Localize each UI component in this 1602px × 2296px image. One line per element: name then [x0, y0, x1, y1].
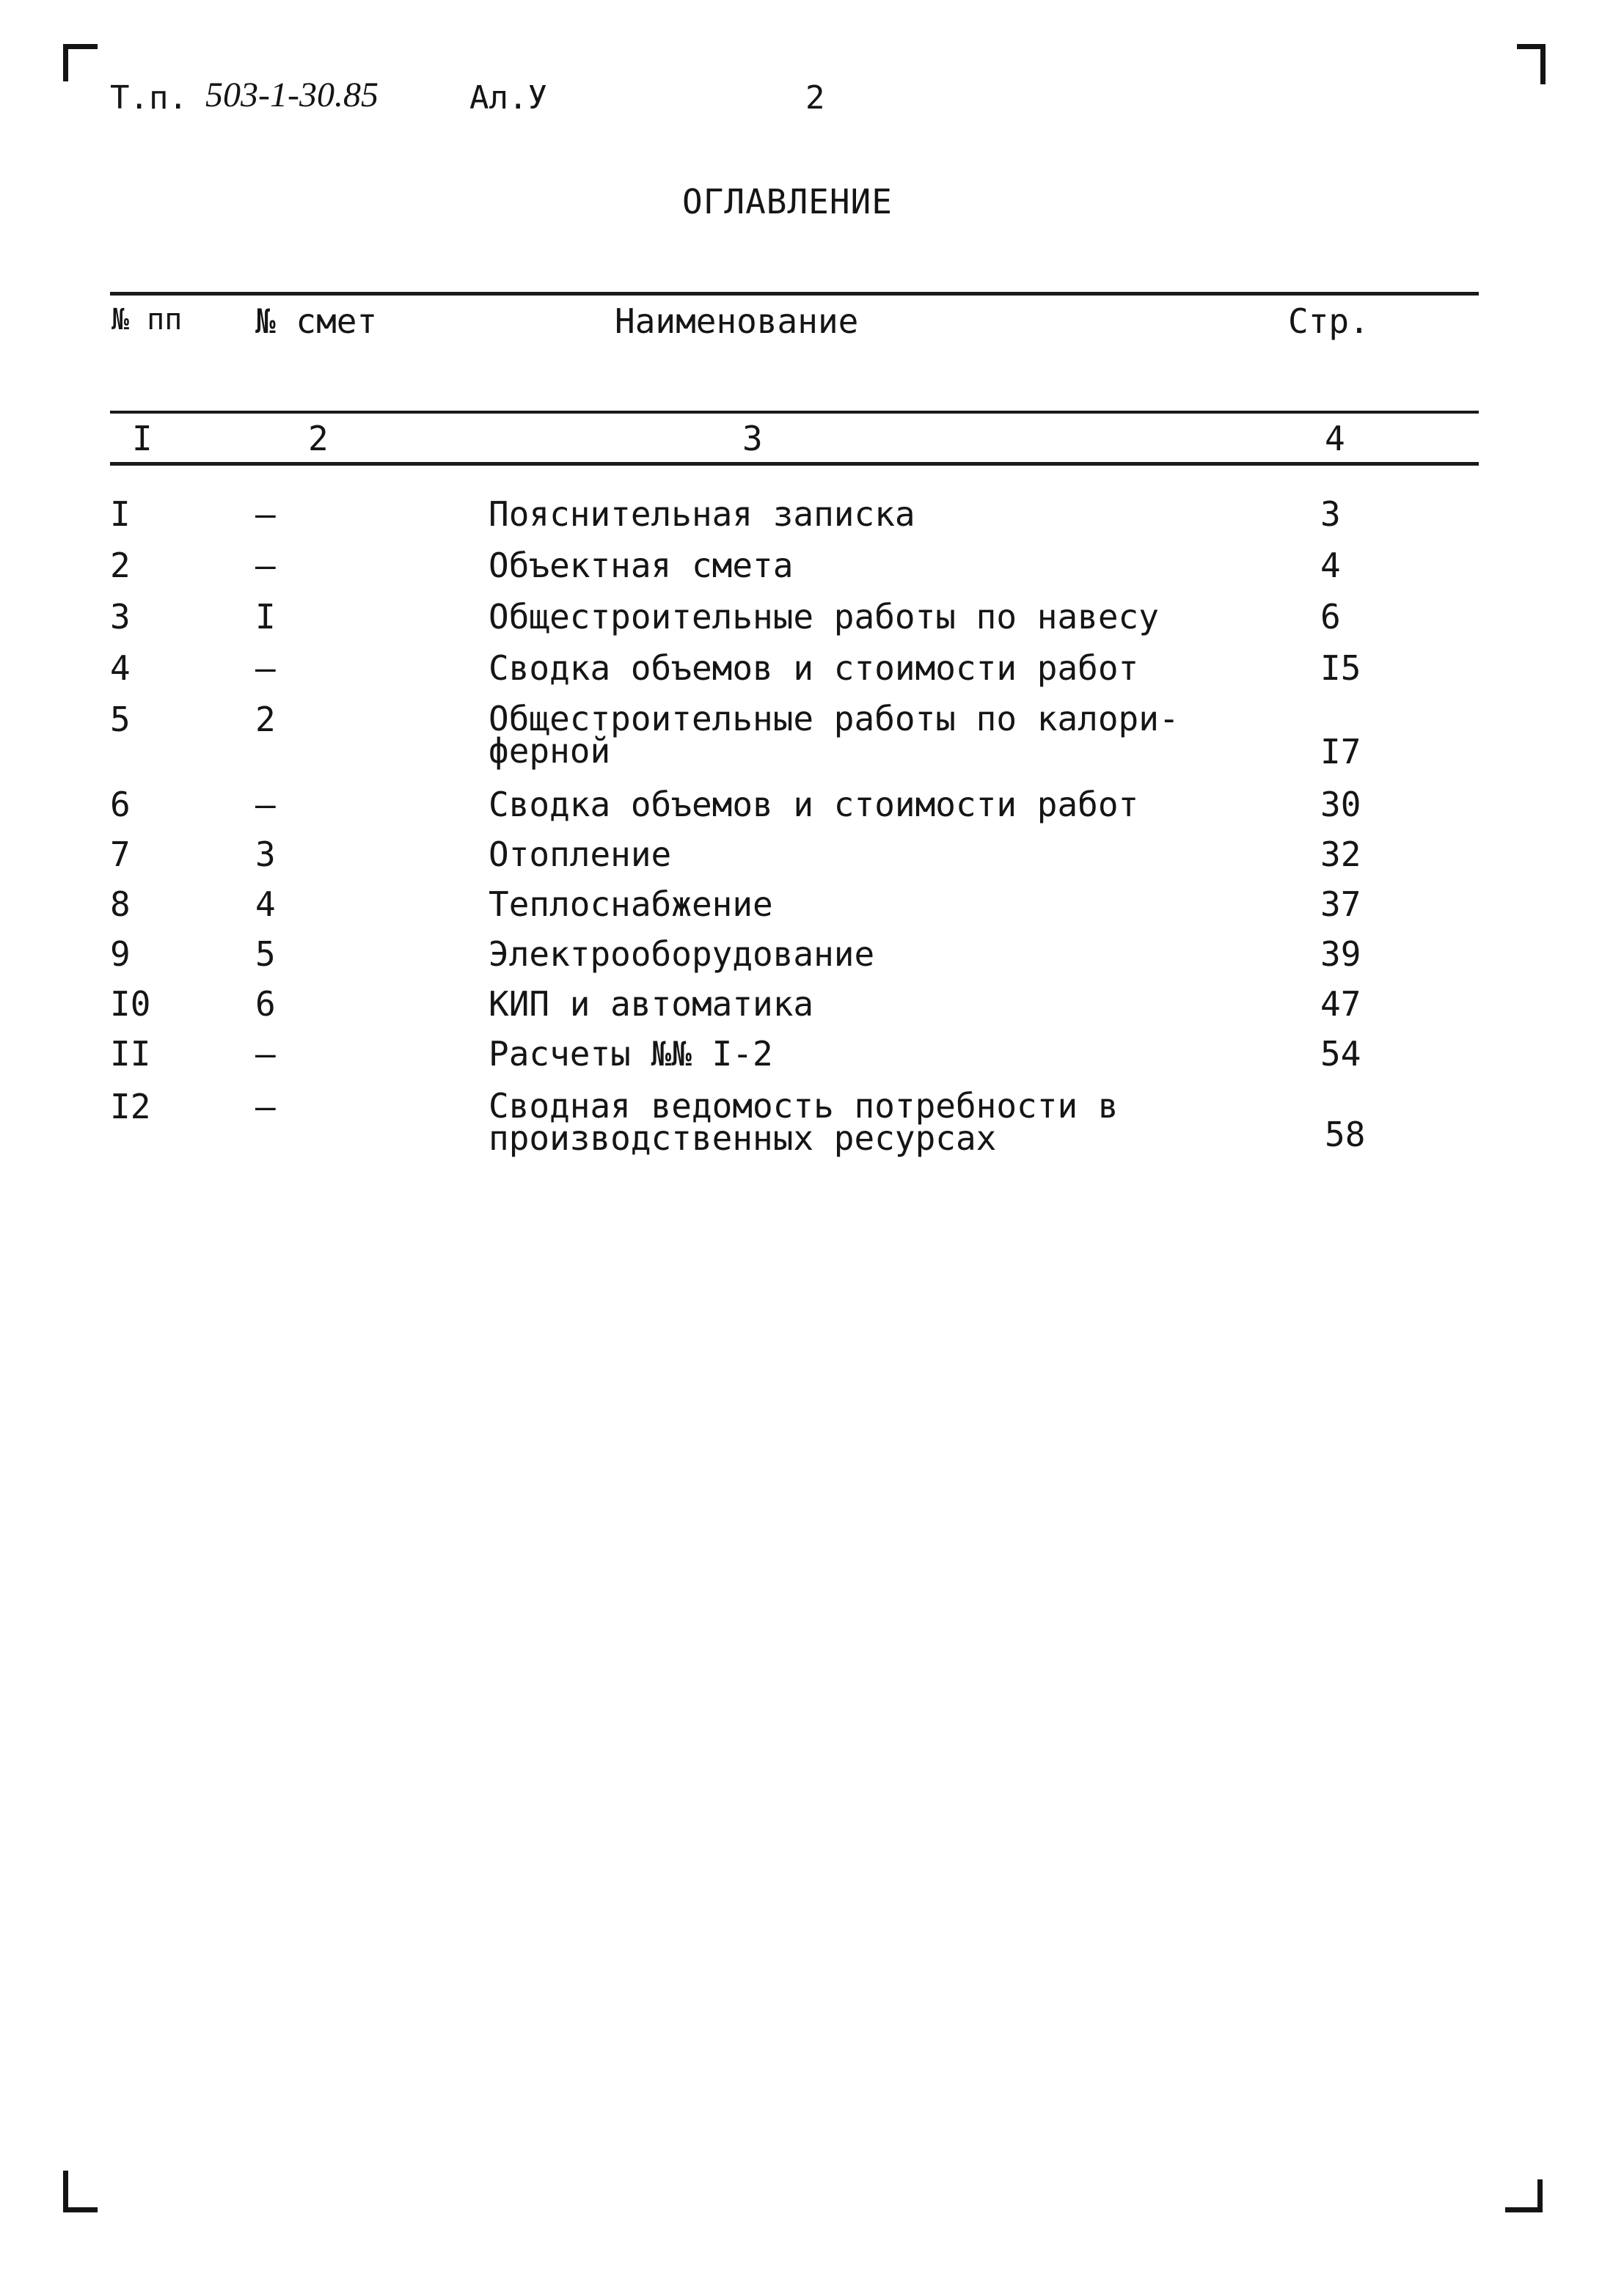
row-estimate: – — [255, 546, 276, 585]
row-name: Объектная смета — [489, 546, 794, 585]
row-page: 54 — [1320, 1034, 1361, 1074]
column-header-num: № пп — [111, 303, 183, 337]
row-estimate: – — [255, 494, 276, 534]
row-page: 30 — [1320, 785, 1361, 824]
row-num: 6 — [110, 785, 131, 824]
row-name: Пояснительная записка — [489, 494, 915, 534]
column-number-3: 3 — [742, 419, 763, 458]
column-header-page: Стр. — [1288, 301, 1369, 341]
column-number-1: I — [132, 419, 153, 458]
row-name: Расчеты №№ I-2 — [489, 1034, 773, 1074]
row-num: 9 — [110, 934, 131, 974]
row-page: 3 — [1320, 494, 1341, 534]
doc-code-prefix: Т.п. — [110, 79, 188, 117]
doc-code-number: 503-1-30.85 — [205, 76, 378, 114]
row-estimate: 6 — [255, 984, 276, 1024]
row-estimate: – — [255, 1034, 276, 1074]
row-page: I5 — [1320, 648, 1361, 688]
row-name: Сводная ведомость потребности в производственных ресурсах — [489, 1086, 1119, 1158]
row-page: 37 — [1320, 884, 1361, 924]
column-header-estimate: № смет — [255, 301, 378, 341]
row-name: Общестроительные работы по навесу — [489, 597, 1159, 637]
row-name: Сводка объемов и стоимости работ — [489, 785, 1139, 824]
row-estimate: – — [255, 648, 276, 688]
corner-mark-bottom-right — [1505, 2179, 1543, 2212]
column-number-2: 2 — [308, 419, 329, 458]
corner-mark-top-right — [1517, 44, 1546, 84]
row-estimate: 5 — [255, 934, 276, 974]
column-numbers-rule — [110, 462, 1479, 466]
column-header-name: Наименование — [615, 301, 859, 341]
row-name: КИП и автоматика — [489, 984, 814, 1024]
row-estimate: 3 — [255, 835, 276, 874]
row-estimate: 4 — [255, 884, 276, 924]
row-estimate: 2 — [255, 700, 276, 739]
toc-title: ОГЛАВЛЕНИЕ — [682, 182, 893, 221]
row-name: Отопление — [489, 835, 672, 874]
sheet-label: Ал.У — [469, 79, 547, 117]
row-page: 4 — [1320, 546, 1341, 585]
row-num: 8 — [110, 884, 131, 924]
row-page: 6 — [1320, 597, 1341, 637]
row-num: II — [110, 1034, 151, 1074]
row-page: 39 — [1320, 934, 1361, 974]
corner-mark-bottom-left — [63, 2171, 98, 2212]
row-num: I2 — [110, 1087, 151, 1126]
row-name: Электрооборудование — [489, 934, 875, 974]
column-number-4: 4 — [1325, 419, 1345, 458]
row-num: I0 — [110, 984, 151, 1024]
row-estimate: – — [255, 785, 276, 824]
row-page: 47 — [1320, 984, 1361, 1024]
corner-mark-top-left — [63, 44, 98, 81]
header-divider-rule — [110, 411, 1479, 414]
row-num: I — [110, 494, 131, 534]
row-page: I7 — [1320, 732, 1361, 771]
row-name: Сводка объемов и стоимости работ — [489, 648, 1139, 688]
row-num: 3 — [110, 597, 131, 637]
row-page: 32 — [1320, 835, 1361, 874]
row-estimate: – — [255, 1087, 276, 1126]
row-num: 7 — [110, 835, 131, 874]
row-page: 58 — [1325, 1115, 1366, 1154]
row-name: Общестроительные работы по калори-ферной — [489, 699, 1179, 771]
row-name: Теплоснабжение — [489, 884, 773, 924]
row-num: 2 — [110, 546, 131, 585]
table-top-rule — [110, 292, 1479, 296]
page-number: 2 — [805, 79, 825, 117]
row-num: 4 — [110, 648, 131, 688]
row-num: 5 — [110, 700, 131, 739]
row-estimate: I — [255, 597, 276, 637]
